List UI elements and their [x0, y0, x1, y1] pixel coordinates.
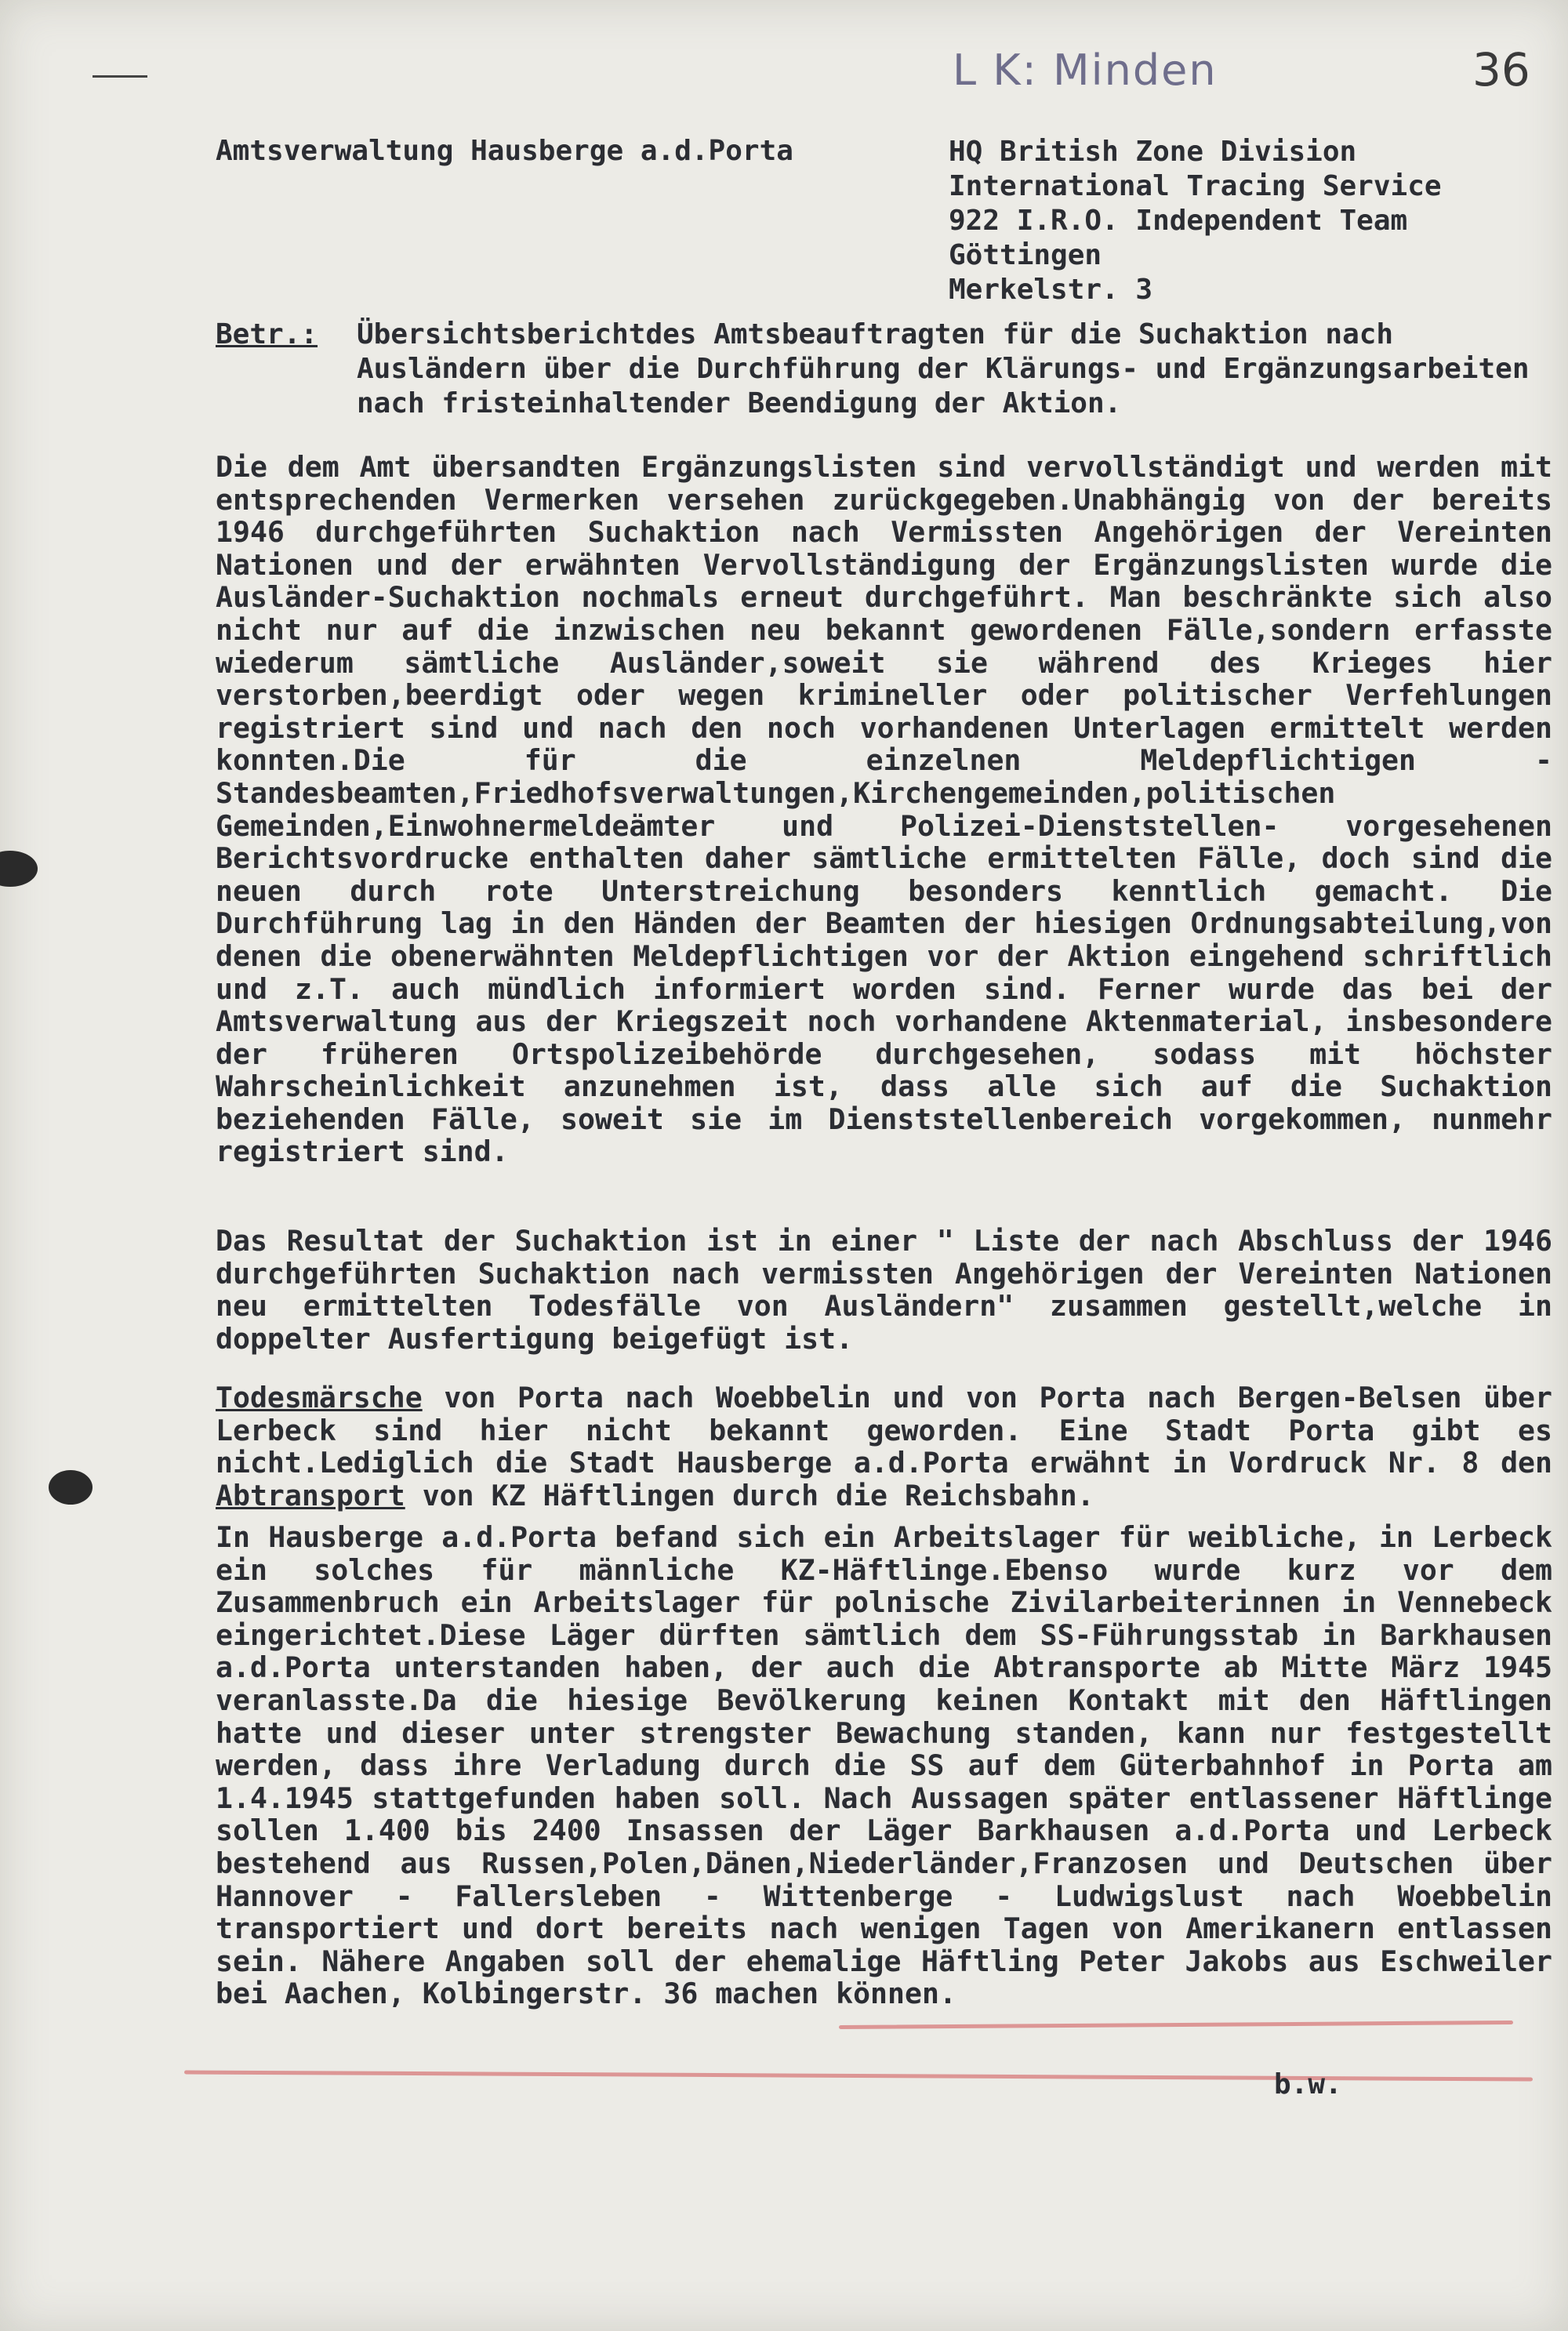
- body-paragraph-2: Das Resultat der Suchaktion ist in einer " Liste der nach Abschluss der 1946 durchgeführten Suchaktion nach vermissten Angehörigen der Vereinten Nationen neu ermittelten Todesfälle von Ausländern" zusammen gestellt,welche in doppelter Ausfertigung beigefügt ist.: [216, 1224, 1552, 1356]
- paragraph-text: von Porta nach Woebbelin und von Porta nach Bergen-Belsen über Lerbeck sind hier nicht bekannt geworden. Eine Stadt Porta gibt es nicht.Lediglich die Stadt Hausberge a.d.Porta erwähnt in Vordruck Nr. 8 den: [216, 1381, 1552, 1480]
- subject-text: Übersichtsberichtdes Amtsbeauftragten für die Suchaktion nach Ausländern über die Durchführung der Klärungs- und Ergänzungsarbeiten nach fristeinhaltender Beendigung der Aktion.: [357, 318, 1530, 419]
- underlined-term: Abtransport: [216, 1478, 405, 1512]
- punch-hole: [0, 851, 38, 887]
- margin-mark: [93, 75, 147, 78]
- page-number: 36: [1472, 43, 1530, 96]
- punch-hole: [49, 1470, 93, 1505]
- subject-label: Betr.:: [216, 318, 318, 350]
- recipient-address: [949, 135, 1442, 307]
- red-pencil-underline: [839, 2021, 1513, 2029]
- address-line: Merkelstr. 3: [949, 274, 1153, 306]
- archive-stamp: L K: Minden: [953, 45, 1218, 95]
- sender-line: Amtsverwaltung Hausberge a.d.Porta: [216, 135, 793, 167]
- underlined-term: Todesmärsche: [216, 1381, 423, 1414]
- address-line: HQ British Zone Division: [949, 136, 1357, 168]
- paragraph-text: von KZ Häftlingen durch die Reichsbahn.: [405, 1478, 1094, 1512]
- address-line: Göttingen: [949, 239, 1102, 271]
- address-line: 922 I.R.O. Independent Team: [949, 205, 1408, 237]
- signature-mark: b.w.: [1274, 2068, 1342, 2100]
- address-line: International Tracing Service: [949, 170, 1442, 202]
- body-paragraph-4: In Hausberge a.d.Porta befand sich ein Arbeitslager für weibliche, in Lerbeck ein solches für männliche KZ-Häftlinge.Ebenso wurde kurz vor dem Zusammenbruch ein Arbeitslager für polnische Zivilarbeiterinnen in Vennebeck eingerichtet.Diese Läger dürften sämtlich dem SS-Führungsstab in Barkhausen a.d.Porta unterstanden haben, der auch die Abtransporte ab Mitte März 1945 veranlasste.Da die hiesige Bevölkerung keinen Kontakt mit den Häftlingen hatte und dieser unter strengster Bewachung standen, kann nur festgestellt werden, dass ihre Verladung durch die SS auf dem Güterbahnhof in Porta am 1.4.1945 stattgefunden haben soll. Nach Aussagen später entlassener Häftlinge sollen 1.400 bis 2400 Insassen der Läger Barkhausen a.d.Porta und Lerbeck bestehend aus Russen,Polen,Dänen,Niederländer,Franzosen und Deutschen über Hannover - Fallersleben - Wittenberge - Ludwigslust nach Woebbelin transportiert und dort bereits nach wenigen Tagen von Amerikanern entlassen sein. Nähere Angaben soll der ehemalige Häftling Peter Jakobs aus Eschweiler bei Aachen, Kolbingerstr. 36 machen können.: [216, 1520, 1552, 2011]
- body-paragraph-3: [216, 1382, 1552, 1512]
- body-paragraph-1: Die dem Amt übersandten Ergänzungslisten sind vervollständigt und werden mit entsprechenden Vermerken versehen zurückgegeben.Unabhängig von der bereits 1946 durchgeführten Suchaktion nach Vermissten Angehörigen der Vereinten Nationen und der erwähnten Vervollständigung der Ergänzungslisten wurde die Ausländer-Suchaktion nochmals erneut durchgeführt. Man beschränkte sich also nicht nur auf die inzwischen neu bekannt gewordenen Fälle,sondern erfasste wiederum sämtliche Ausländer,soweit sie während des Krieges hier verstorben,beerdigt oder wegen krimineller oder politischer Verfehlungen registriert sind und nach den noch vorhandenen Unterlagen ermittelt werden konnten.Die für die einzelnen Meldepflichtigen -Standesbeamten,Friedhofsverwaltungen,Kirchengemeinden,politischen Gemeinden,Einwohnermeldeämter und Polizei-Dienststellen- vorgesehenen Berichtsvordrucke enthalten daher sämtliche ermittelten Fälle, doch sind die neuen durch rote Unterstreichung besonders kenntlich gemacht. Die Durchführung lag in den Händen der Beamten der hiesigen Ordnungsabteilung,von denen die obenerwähnten Meldepflichtigen vor der Aktion eingehend schriftlich und z.T. auch mündlich informiert worden sind. Ferner wurde das bei der Amtsverwaltung aus der Kriegszeit noch vorhandene Aktenmaterial, insbesondere der früheren Ortspolizeibehörde durchgesehen, sodass mit höchster Wahrscheinlichkeit anzunehmen ist, dass alle sich auf die Suchaktion beziehenden Fälle, soweit sie im Dienststellenbereich vorgekommen, nunmehr registriert sind.: [216, 450, 1552, 1169]
- subject-block: [216, 318, 1556, 421]
